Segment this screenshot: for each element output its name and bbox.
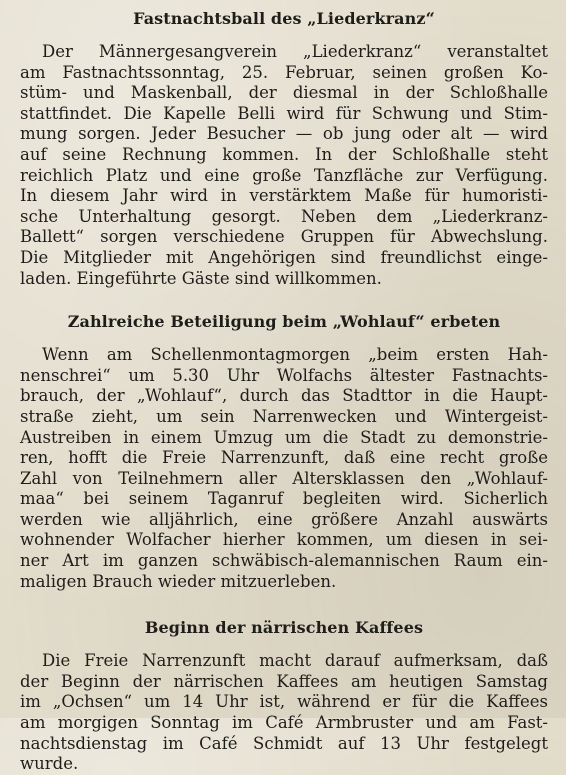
- article-headline: Fastnachtsball des „Liederkranz“: [133, 9, 435, 28]
- text-line: nachtsdienstag im Café Schmidt auf 13 Uhr festgelegt: [20, 733, 548, 753]
- text-line: nenschrei“ um 5.30 Uhr Wolfachs ältester Fastnachts-: [20, 365, 548, 385]
- text-line: ner Art im ganzen schwäbisch-alemannischen Raum ein-: [20, 551, 548, 571]
- text-line: auf seine Rechnung kommen. In der Schloßhalle steht: [20, 144, 548, 164]
- text-line: im „Ochsen“ um 14 Uhr ist, während er für die Kaffees: [20, 692, 548, 712]
- article-body: [20, 345, 548, 592]
- text-line: Wenn am Schellenmontagmorgen „beim ersten Hah-: [42, 345, 548, 365]
- text-line: reichlich Platz und eine große Tanzfläche zur Verfügung.: [20, 165, 548, 185]
- text-line: stattfindet. Die Kapelle Belli wird für Schwung und Stim-: [20, 103, 548, 123]
- text-line: maa“ bei seinem Taganruf begleiten wird. Sicherlich: [20, 489, 548, 509]
- text-line: brauch, der „Wohlauf“, durch das Stadttor in die Haupt-: [20, 386, 548, 406]
- article-body: [20, 42, 548, 289]
- text-line: Ballett“ sorgen verschiedene Gruppen für Abwechslung.: [20, 227, 548, 247]
- text-line: wurde.: [20, 754, 79, 774]
- text-line: am Fastnachtssonntag, 25. Februar, seinen großen Ko-: [20, 62, 548, 82]
- text-line: wohnender Wolfacher hierher kommen, um diesen in sei-: [20, 530, 548, 550]
- article-headline: Zahlreiche Beteiligung beim „Wohlauf“ erbeten: [67, 312, 501, 332]
- article-kaffees: [20, 615, 548, 775]
- text-line: stüm- und Maskenball, der diesmal in der Schloßhalle: [20, 83, 548, 103]
- article-fastnachtsball: [20, 6, 548, 289]
- text-line: am morgigen Sonntag im Café Armbruster und am Fast-: [20, 713, 548, 733]
- text-line: Austreiben in einem Umzug um die Stadt zu demonstrie-: [20, 427, 548, 447]
- text-line: werden wie alljährlich, eine größere Anzahl auswärts: [20, 509, 548, 529]
- text-line: Die Mitglieder mit Angehörigen sind freundlichst einge-: [20, 247, 548, 267]
- text-line: straße zieht, um sein Narrenwecken und Wintergeist-: [20, 406, 548, 426]
- article-wohlauf: [20, 309, 548, 592]
- text-line: Die Freie Narrenzunft macht darauf aufmerksam, daß: [42, 651, 548, 671]
- text-line: In diesem Jahr wird in verstärktem Maße für humoristi-: [20, 186, 548, 206]
- article-headline: Beginn der närrischen Kaffees: [144, 618, 424, 638]
- text-line: maligen Brauch wieder mitzuerleben.: [20, 571, 337, 591]
- text-line: Der Männergesangverein „Liederkranz“ veranstaltet: [42, 42, 548, 61]
- text-line: der Beginn der närrischen Kaffees am heutigen Samstag: [20, 671, 548, 691]
- article-body: [20, 651, 548, 775]
- text-line: sche Unterhaltung gesorgt. Neben dem „Liederkranz-: [20, 206, 548, 226]
- text-line: mung sorgen. Jeder Besucher — ob jung oder alt — wird: [20, 124, 548, 144]
- text-line: ren, hofft die Freie Narrenzunft, daß eine recht große: [20, 448, 548, 468]
- text-line: laden. Eingeführte Gäste sind willkommen.: [20, 268, 382, 288]
- text-line: Zahl von Teilnehmern aller Altersklassen den „Wohlauf-: [20, 468, 548, 488]
